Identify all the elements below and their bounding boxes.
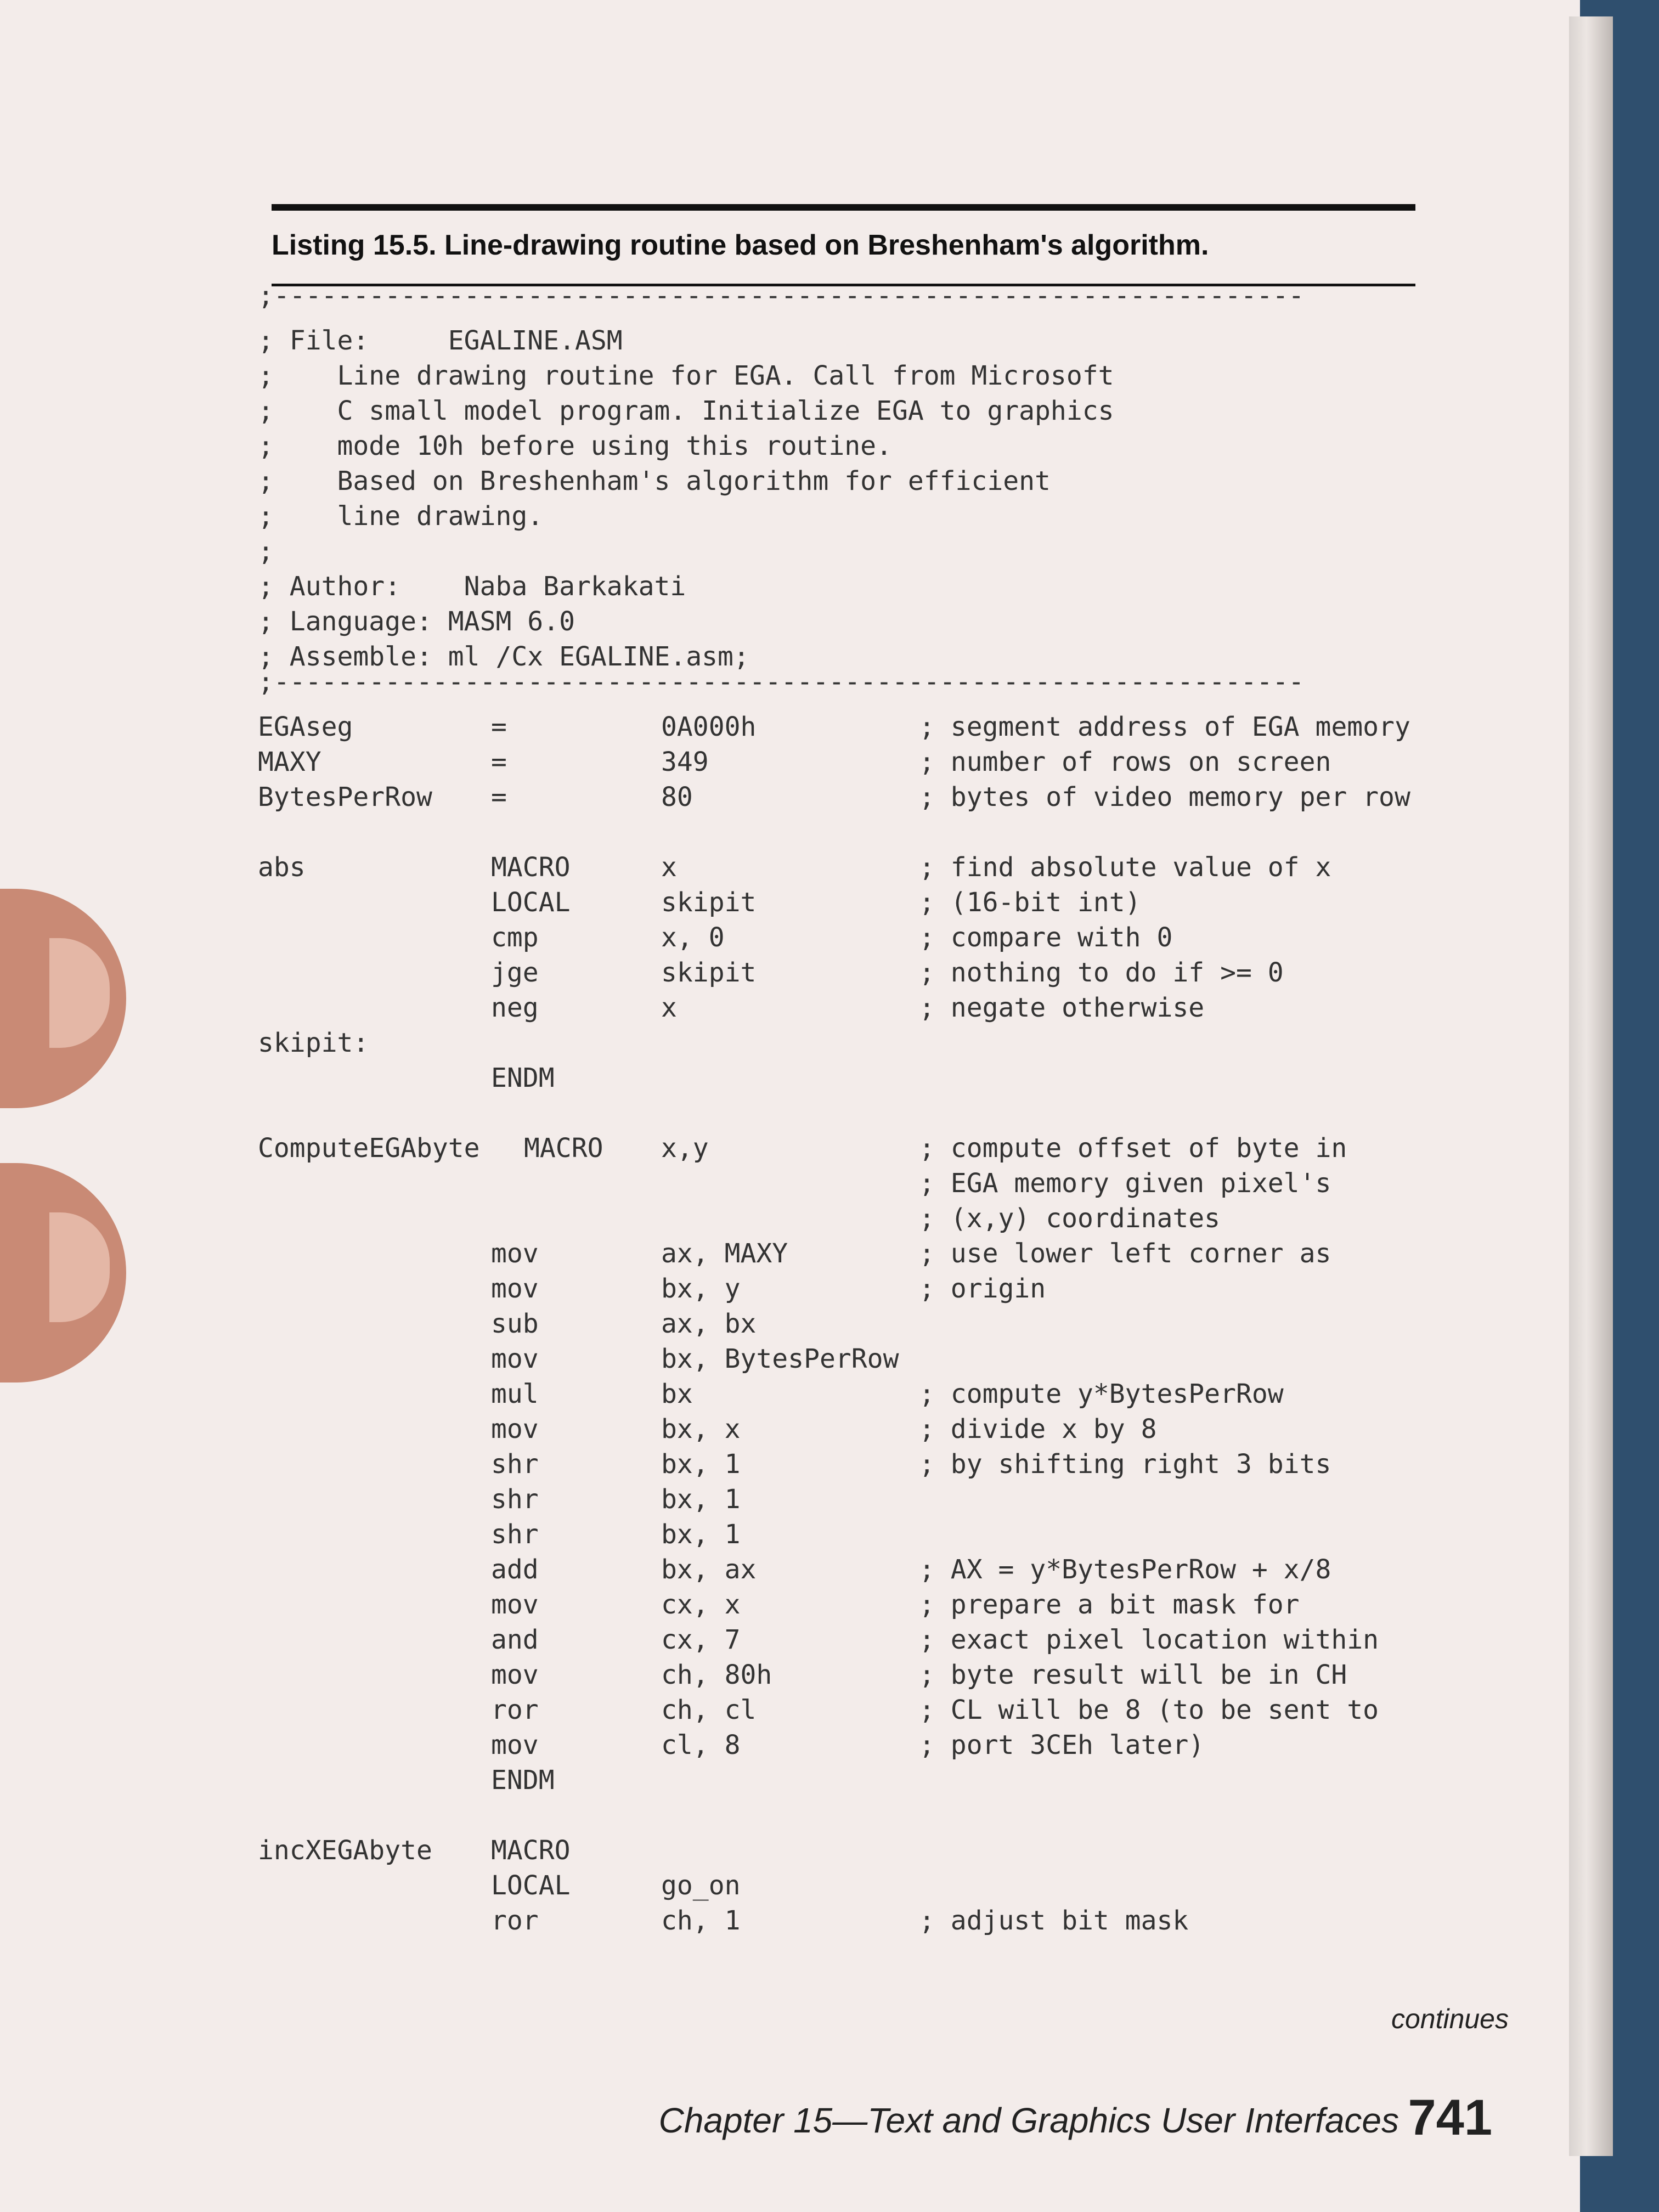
code-operand: ch, cl <box>661 1695 757 1725</box>
code-label: ComputeEGAbyte <box>258 1133 480 1164</box>
finger-top <box>0 889 126 1108</box>
code-label: incXEGAbyte <box>258 1835 432 1866</box>
chapter-title: Chapter 15—Text and Graphics User Interfaces <box>658 2101 1399 2140</box>
code-line <box>258 1622 1437 1657</box>
page-number: 741 <box>1408 2090 1492 2146</box>
code-line <box>258 1412 1437 1447</box>
code-operand: 349 <box>661 747 709 777</box>
code-operand: x,y <box>661 1133 709 1164</box>
code-line <box>258 604 1437 639</box>
code-comment: ; divide x by 8 <box>919 1414 1157 1444</box>
code-label: EGAseg <box>258 712 353 742</box>
code-comment: ; bytes of video memory per row <box>919 782 1410 812</box>
code-comment: ; compute y*BytesPerRow <box>919 1379 1284 1409</box>
code-op: = <box>491 782 507 812</box>
code-operand: go_on <box>661 1870 741 1901</box>
code-line <box>258 1201 1437 1236</box>
code-operand: skipit <box>661 887 757 918</box>
code-label: ; <box>258 536 274 567</box>
code-line <box>258 885 1437 920</box>
code-line <box>258 1692 1437 1728</box>
code-comment: ; port 3CEh later) <box>919 1730 1205 1760</box>
code-line <box>258 990 1437 1025</box>
code-line <box>258 393 1437 428</box>
code-line <box>258 1236 1437 1271</box>
code-label: ; line drawing. <box>258 501 544 532</box>
code-operand: x <box>661 852 677 883</box>
code-comment: ; compare with 0 <box>919 922 1173 953</box>
code-op: mov <box>491 1273 539 1304</box>
code-op: shr <box>491 1484 539 1515</box>
code-op: LOCAL <box>491 1870 571 1901</box>
code-line <box>258 464 1437 499</box>
code-comment: ; compute offset of byte in <box>919 1133 1347 1164</box>
code-comment: ; EGA memory given pixel's <box>919 1168 1331 1199</box>
code-label: skipit: <box>258 1028 369 1058</box>
code-line <box>258 1517 1437 1552</box>
code-comment: ; negate otherwise <box>919 992 1205 1023</box>
code-operand: ax, bx <box>661 1308 757 1339</box>
code-op: mov <box>491 1730 539 1760</box>
code-label: ;----------------------------------------------------------------- <box>258 667 1305 697</box>
code-line <box>258 1447 1437 1482</box>
code-line <box>258 323 1437 358</box>
code-line <box>258 1376 1437 1412</box>
code-line <box>258 1552 1437 1587</box>
code-op: neg <box>491 992 539 1023</box>
code-label: MAXY <box>258 747 321 777</box>
code-line <box>258 280 1437 323</box>
code-comment: ; by shifting right 3 bits <box>919 1449 1331 1480</box>
code-op: MACRO <box>524 1133 603 1164</box>
code-op: mov <box>491 1660 539 1690</box>
code-op: cmp <box>491 922 539 953</box>
code-line <box>258 1833 1437 1868</box>
code-op: = <box>491 747 507 777</box>
code-operand: bx, BytesPerRow <box>661 1344 899 1374</box>
code-line <box>258 1798 1437 1833</box>
code-line <box>258 534 1437 569</box>
code-operand: bx, 1 <box>661 1519 741 1550</box>
code-comment: ; number of rows on screen <box>919 747 1331 777</box>
code-label: abs <box>258 852 306 883</box>
fingernail <box>49 938 110 1048</box>
code-line <box>258 569 1437 604</box>
code-operand: skipit <box>661 957 757 988</box>
page-footer <box>658 2085 1492 2151</box>
code-comment: ; use lower left corner as <box>919 1238 1331 1269</box>
code-op: ror <box>491 1905 539 1936</box>
code-comment: ; find absolute value of x <box>919 852 1331 883</box>
code-op: and <box>491 1624 539 1655</box>
code-operand: bx, ax <box>661 1554 757 1585</box>
continues-label: continues <box>1391 2004 1509 2034</box>
code-op: shr <box>491 1519 539 1550</box>
code-op: mov <box>491 1344 539 1374</box>
code-line <box>258 1096 1437 1131</box>
code-op: shr <box>491 1449 539 1480</box>
code-op: MACRO <box>491 852 571 883</box>
code-op: mov <box>491 1238 539 1269</box>
code-op: LOCAL <box>491 887 571 918</box>
code-label: ; C small model program. Initialize EGA to graphics <box>258 396 1114 426</box>
code-line <box>258 1587 1437 1622</box>
code-comment: ; (x,y) coordinates <box>919 1203 1221 1234</box>
code-op: MACRO <box>491 1835 571 1866</box>
code-line <box>258 1060 1437 1096</box>
code-operand: cx, 7 <box>661 1624 741 1655</box>
code-line <box>258 955 1437 990</box>
code-operand: cx, x <box>661 1589 741 1620</box>
code-comment: ; (16-bit int) <box>919 887 1141 918</box>
code-operand: x, 0 <box>661 922 725 953</box>
code-operand: 0A000h <box>661 712 757 742</box>
code-label: BytesPerRow <box>258 782 432 812</box>
code-line <box>258 744 1437 780</box>
code-line <box>258 780 1437 815</box>
code-operand: ax, MAXY <box>661 1238 788 1269</box>
code-op: add <box>491 1554 539 1585</box>
code-line <box>258 1903 1437 1938</box>
page-stack-edge <box>1569 16 1613 2156</box>
listing-caption: Listing 15.5. Line-drawing routine based on Breshenham's algorithm. <box>272 229 1209 261</box>
code-op: = <box>491 712 507 742</box>
code-label: ; Line drawing routine for EGA. Call from Microsoft <box>258 360 1114 391</box>
code-op: ror <box>491 1695 539 1725</box>
code-comment: ; byte result will be in CH <box>919 1660 1347 1690</box>
caption-top-rule <box>272 204 1415 211</box>
code-line <box>258 1271 1437 1306</box>
code-line <box>258 1306 1437 1341</box>
code-line <box>258 1763 1437 1798</box>
fingernail <box>49 1212 110 1322</box>
code-line <box>258 850 1437 885</box>
code-comment: ; nothing to do if >= 0 <box>919 957 1284 988</box>
code-comment: ; exact pixel location within <box>919 1624 1379 1655</box>
code-operand: bx, 1 <box>661 1449 741 1480</box>
code-line <box>258 1025 1437 1060</box>
code-label: ; Language: MASM 6.0 <box>258 606 575 637</box>
code-line <box>258 815 1437 850</box>
code-label: ; mode 10h before using this routine. <box>258 431 892 461</box>
code-op: ENDM <box>491 1063 555 1093</box>
code-line <box>258 920 1437 955</box>
code-operand: bx, x <box>661 1414 741 1444</box>
code-operand: x <box>661 992 677 1023</box>
code-line <box>258 709 1437 744</box>
code-operand: bx, y <box>661 1273 741 1304</box>
code-operand: ch, 80h <box>661 1660 772 1690</box>
code-line <box>258 1166 1437 1201</box>
code-line <box>258 1657 1437 1692</box>
code-line <box>258 499 1437 534</box>
code-line <box>258 428 1437 464</box>
finger-bottom <box>0 1163 126 1383</box>
code-op: jge <box>491 957 539 988</box>
code-line <box>258 1868 1437 1903</box>
code-comment: ; AX = y*BytesPerRow + x/8 <box>919 1554 1331 1585</box>
code-line <box>258 1131 1437 1166</box>
code-operand: bx, 1 <box>661 1484 741 1515</box>
code-op: ENDM <box>491 1765 555 1796</box>
code-label: ; Author: Naba Barkakati <box>258 571 686 602</box>
code-op: mul <box>491 1379 539 1409</box>
code-line <box>258 358 1437 393</box>
code-label: ;----------------------------------------------------------------- <box>258 280 1305 311</box>
code-line <box>258 1482 1437 1517</box>
code-label: ; Based on Breshenham's algorithm for efficient <box>258 466 1051 496</box>
code-op: mov <box>491 1589 539 1620</box>
code-op: sub <box>491 1308 539 1339</box>
code-line <box>258 1341 1437 1376</box>
code-comment: ; origin <box>919 1273 1046 1304</box>
code-label: ; Assemble: ml /Cx EGALINE.asm; <box>258 641 749 672</box>
code-operand: 80 <box>661 782 693 812</box>
code-operand: ch, 1 <box>661 1905 741 1936</box>
code-op: mov <box>491 1414 539 1444</box>
code-label: ; File: EGALINE.ASM <box>258 325 623 356</box>
code-comment: ; adjust bit mask <box>919 1905 1189 1936</box>
code-comment: ; CL will be 8 (to be sent to <box>919 1695 1379 1725</box>
code-line <box>258 667 1437 709</box>
code-listing <box>258 280 1437 1989</box>
code-comment: ; segment address of EGA memory <box>919 712 1410 742</box>
code-operand: cl, 8 <box>661 1730 741 1760</box>
code-line <box>258 1728 1437 1763</box>
code-comment: ; prepare a bit mask for <box>919 1589 1300 1620</box>
code-operand: bx <box>661 1379 693 1409</box>
